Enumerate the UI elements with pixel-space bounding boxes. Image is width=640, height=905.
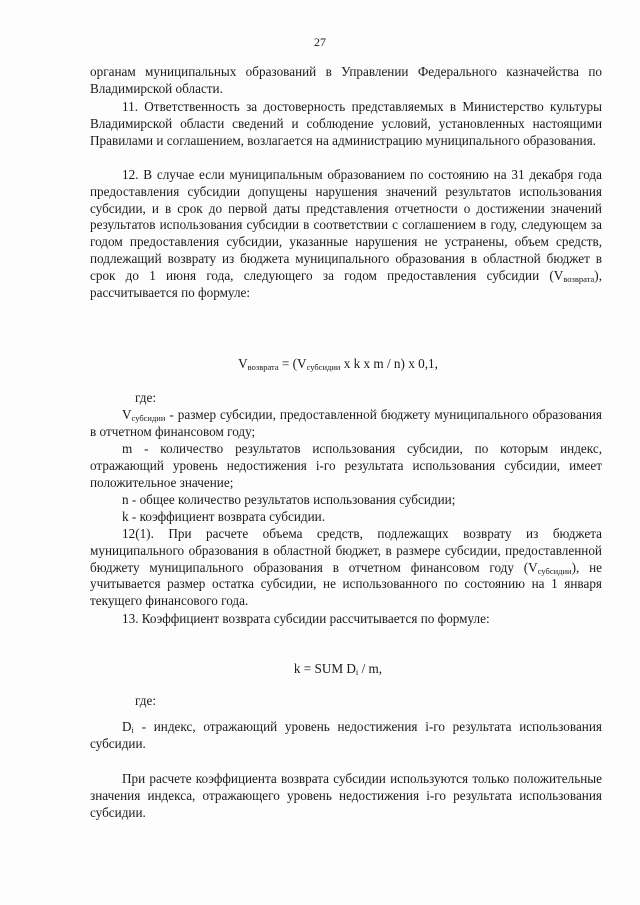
definition-n: n - общее количество результатов использования субсидии; — [122, 492, 456, 507]
paragraph-12-subscript: возврата — [563, 273, 595, 284]
paragraph-12-1-text: 12(1). При расчете объема средств, подлежащих возврату из бюджета муниципального образования в областной бюджет, в размере субсидии, предоставленной бюджету муниципального образования в отчетном финансовом году (V — [90, 526, 602, 575]
paragraph-12-tail: ), рассчитывается по формуле: — [90, 267, 602, 300]
definition-v-subsidy — [90, 407, 602, 441]
where-label-1: где: — [135, 390, 156, 405]
def-di-subscript: i — [131, 725, 134, 735]
paragraph-final: При расчете коэффициента возврата субсидии используются только положительные значения индекса, отражающего уровень недостижения i-го результата использования субсидии. — [90, 771, 602, 820]
paragraph-12-1 — [90, 526, 602, 610]
paragraph-12 — [90, 167, 602, 301]
formula-2-end: / m, — [358, 661, 383, 676]
formula-1-end: x k x m / n) x 0,1, — [340, 356, 438, 371]
def-v-subscript: субсидии — [131, 413, 166, 423]
formula-2-main: k = SUM D — [293, 661, 356, 676]
paragraph-13: 13. Коэффициент возврата субсидии рассчитывается по формуле: — [122, 611, 490, 626]
def-di-symbol: D — [122, 719, 132, 734]
def-di-text: - индекс, отражающий уровень недостижения i-го результата использования субсидии. — [90, 719, 602, 751]
def-v-symbol: V — [122, 407, 132, 422]
formula-return-volume — [18, 356, 640, 373]
definition-m: m - количество результатов использования субсидии, по которым индекс, отражающий уровень недостижения i-го результата использования субсидии, имеет положительное значение; — [90, 441, 602, 490]
formula-1-sub-subsidy: субсидии — [306, 362, 341, 372]
formula-2-subscript: i — [355, 667, 359, 677]
def-v-text: - размер субсидии, предоставленной бюджету муниципального образования в отчетном финансовом году; — [90, 407, 602, 439]
page-number: 27 — [314, 35, 326, 49]
paragraph-12-1-subscript: субсидии — [537, 565, 572, 576]
definition-k: k - коэффициент возврата субсидии. — [122, 509, 325, 524]
paragraph-11: 11. Ответственность за достоверность представляемых в Министерство культуры Владимирской области сведений и соблюдение условий, установленных настоящими Правилами и соглашением, возлагается на администрацию муниципального образования. — [90, 99, 602, 148]
formula-1-mid: = (V — [278, 356, 307, 371]
paragraph-intro: органам муниципальных образований в Управлении Федерального казначейства по Владимирской области. — [90, 64, 602, 96]
formula-coefficient — [18, 661, 640, 678]
paragraph-12-1-tail: ), не учитывается размер остатка субсидии, не использованного по состоянию на 1 января текущего финансового года. — [90, 559, 602, 609]
formula-1-sub-return: возврата — [247, 362, 279, 372]
paragraph-12-text: 12. В случае если муниципальным образованием по состоянию на 31 декабря года предоставления субсидии допущены нарушения значений результатов использования субсидии, и в срок до первой даты представления отчетности о достижении значений результатов использования субсидии в соответствии с соглашением в году, следующем за годом предоставления субсидии, указанные нарушения не устранены, объем средств, подлежащий возврату из бюджета муниципального образования в областной бюджет в срок до 1 июня года, следующего за годом предоставления субсидии (V — [90, 167, 602, 283]
formula-1-v: V — [238, 356, 248, 371]
definition-di — [90, 719, 602, 753]
where-label-2: где: — [135, 693, 156, 708]
